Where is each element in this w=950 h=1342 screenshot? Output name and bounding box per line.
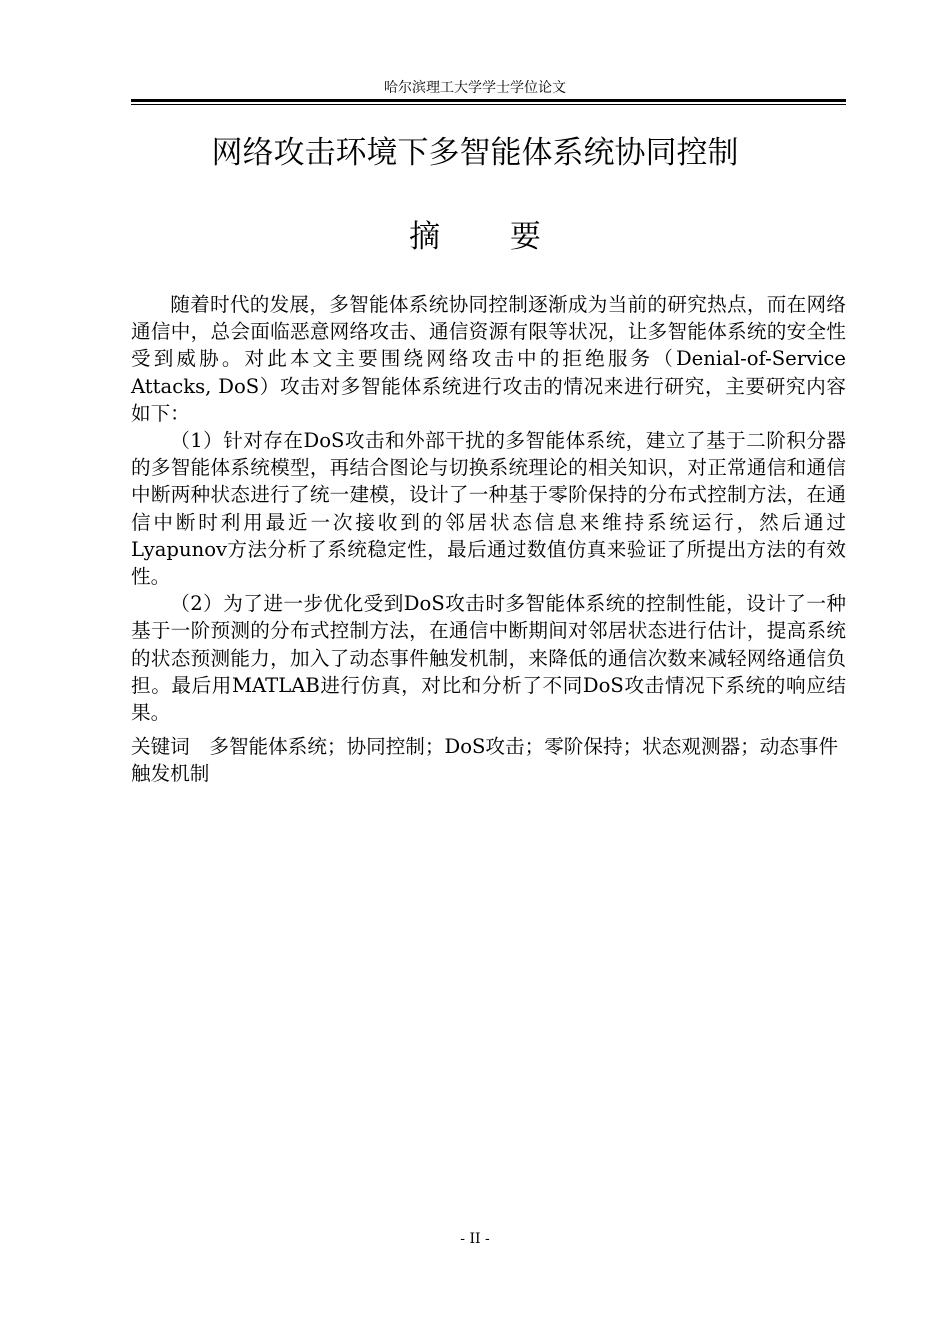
abstract-body — [131, 291, 846, 726]
header-rule-thick — [131, 99, 846, 102]
page-number: - II - — [460, 1231, 490, 1247]
running-header: 哈尔滨理工大学学士学位论文 — [384, 80, 566, 96]
abstract-paragraph: （2）为了进一步优化受到DoS攻击时多智能体系统的控制性能，设计了一种基于一阶预测的分布式控制方法，在通信中断期间对邻居状态进行估计，提高系统的状态预测能力，加入了动态事件触发机制，来降低的通信次数来减轻网络通信负担。最后用MATLAB进行仿真，对比和分析了不同DoS攻击情况下系统的响应结果。 — [131, 592, 846, 725]
abstract-heading: 摘 要 — [409, 219, 571, 255]
thesis-title: 网络攻击环境下多智能体系统协同控制 — [211, 135, 739, 171]
keywords-section — [131, 733, 846, 787]
abstract-paragraph: 随着时代的发展，多智能体系统协同控制逐渐成为当前的研究热点，而在网络通信中，总会面临恶意网络攻击、通信资源有限等状况，让多智能体系统的安全性受到威胁。对此本文主要围绕网络攻击中的拒绝服务（Denial-of-Service Attacks, DoS）攻击对多智能体系统进行攻击的情况来进行研究，主要研究内容如下： — [131, 293, 846, 425]
header-rule-thin — [131, 104, 846, 105]
keywords-label: 关键词 — [131, 735, 190, 758]
abstract-paragraph: （1）针对存在DoS攻击和外部干扰的多智能体系统，建立了基于二阶积分器的多智能体系统模型，再结合图论与切换系统理论的相关知识，对正常通信和通信中断两种状态进行了统一建模，设计了一种基于零阶保持的分布式控制方法，在通信中断时利用最近一次接收到的邻居状态信息来维持系统运行，然后通过Lyapunov方法分析了系统稳定性，最后通过数值仿真来验证了所提出方法的有效性。 — [131, 429, 846, 589]
keywords-text: 多智能体系统；协同控制；DoS攻击；零阶保持；状态观测器；动态事件触发机制 — [131, 735, 839, 786]
